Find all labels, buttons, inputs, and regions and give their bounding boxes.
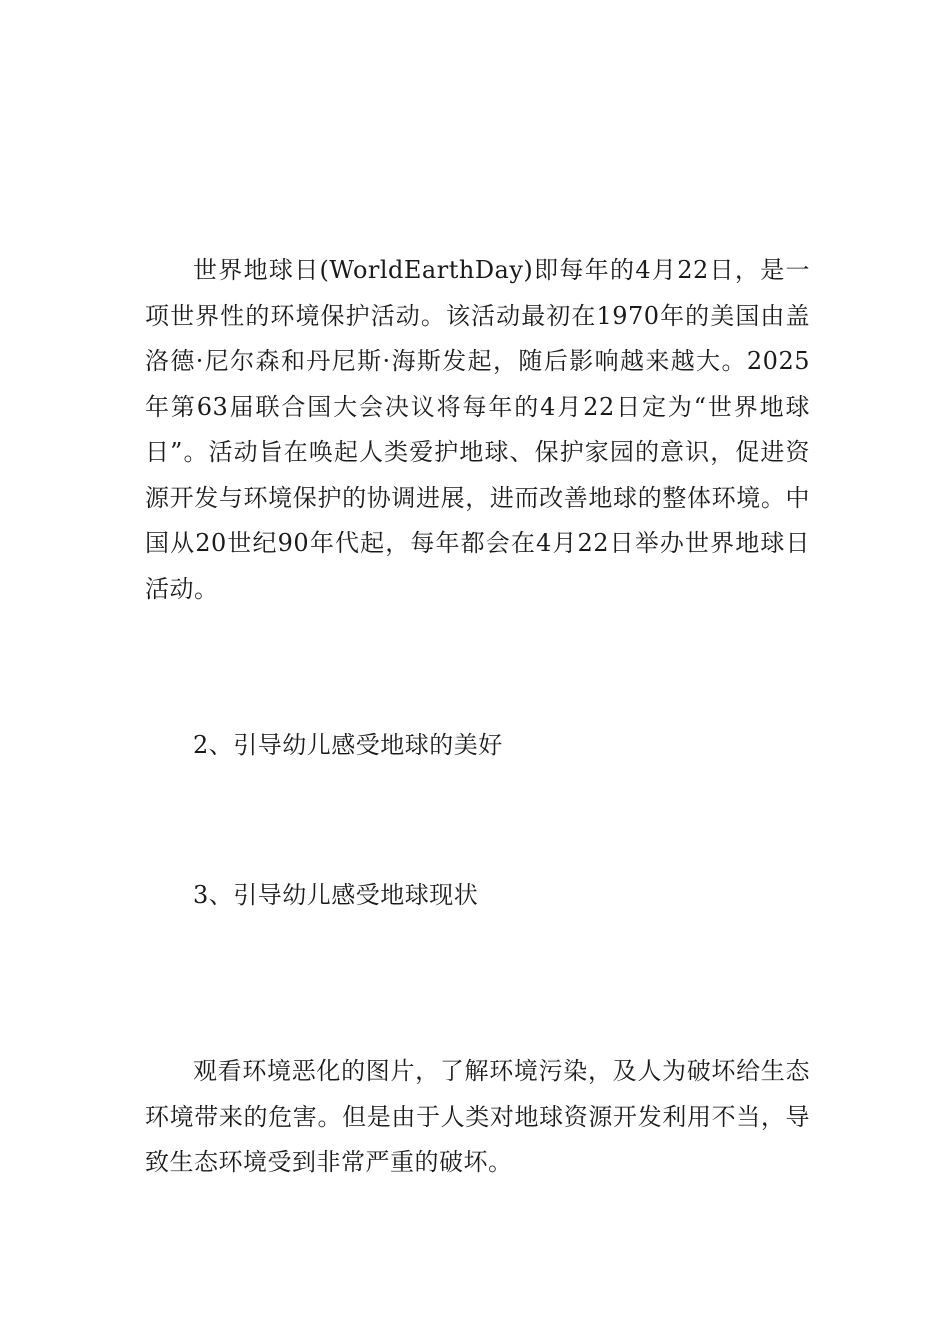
section-heading-2: 2、引导幼儿感受地球的美好	[193, 731, 503, 759]
closing-paragraph: 观看环境恶化的图片，了解环境污染，及人为破坏给生态环境带来的危害。但是由于人类对地球资源开发利用不当，导致生态环境受到非常严重的破坏。	[145, 1057, 810, 1176]
section-heading-3: 3、引导幼儿感受地球现状	[193, 881, 479, 909]
intro-paragraph: 世界地球日(WorldEarthDay)即每年的4月22日，是一项世界性的环境保护活动。该活动最初在1970年的美国由盖洛德·尼尔森和丹尼斯·海斯发起，随后影响越来越大。2025年第63届联合国大会决议将每年的4月22日定为“世界地球日”。活动旨在唤起人类爱护地球、保护家园的意识，促进资源开发与环境保护的协调进展，进而改善地球的整体环境。中国从20世纪90年代起，每年都会在4月22日举办世界地球日活动。	[145, 256, 810, 603]
